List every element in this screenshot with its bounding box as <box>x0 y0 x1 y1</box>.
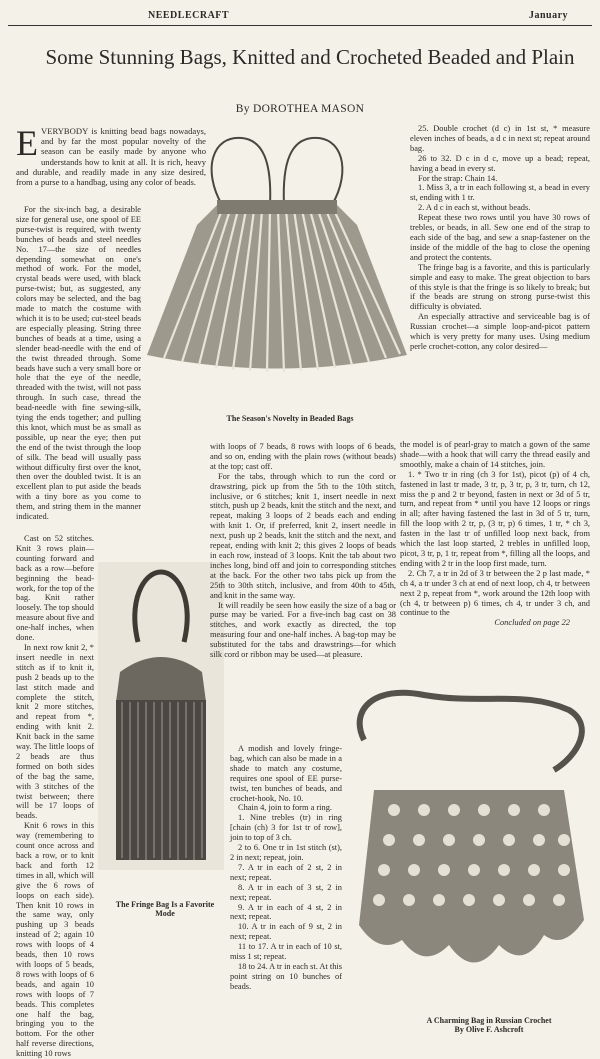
col1-paragraph-4: In next row knit 2, * insert needle in next stitch as if to knit it, push 2 beads up to the last stitch made and complete the stitch, knit 2 more stitches, and repeat from *, ending with knit 2. Knit back in the same way. The little loops of 2 beads are thus formed on both sides of the bag the same, with 3 stitches of the twist between; there will be 17 loops of beads. <box>16 642 94 821</box>
text-column-3 <box>400 440 590 628</box>
russian-crochet-bag-illustration <box>344 680 594 1010</box>
col2-paragraph-2: For the tabs, through which to run the cord or drawstring, pick up from the 5th to the 10th stitch, inclusive, or 6 stitches; knit 1, insert needle in next stitch, push up 2 beads, knit the stitch and the next, and repeat, making 3 loops of 2 beads each and ending with knit 1. Or, if preferred, knit 2, insert needle in next, push up 2 beads, knit the stitch and the next, and repeat, ending with knit 2; this gives 2 loops of beads in each row, instead of 3 loops. Knit the tab about two inches long, bind off and join to corresponding stitches at the back. For the other two tabs pick up from the 25th to 30th stitch, inclusive, and from 40th to 45th, and knit in the same way. <box>210 471 396 600</box>
col1-paragraph-3: Cast on 52 stitches. Knit 3 rows plain—counting forward and back as a row—before beginning the bead-work, for the top of the bag. Knit rather loosely. The top should measure about five and one-half inches, when done. <box>16 534 94 643</box>
caption-beaded-bag: The Season's Novelty in Beaded Bags <box>226 414 354 423</box>
col3-paragraph-7: The fringe bag is a favorite, and this is particularly simple and easy to make. The great objection to bars of this style is that the fringe is so likely to break; but if the beads are strung on strong purse-twist this difficulty is obviated. <box>410 262 590 312</box>
text-column-2 <box>210 442 396 660</box>
col3-paragraph-3: For the strap: Chain 14. <box>418 173 498 183</box>
col2-paragraph-3: It will readily be seen how easily the size of a bag or purse may be varied. For a five-inch bag cast on 38 stitches, and work exactly as directed, the top measuring four and one-half inches. A bag-top may be substituted for the tabs and drawstrings—for which silk cord or ribbon may be used—at pleasure. <box>210 600 396 660</box>
text-column-1 <box>16 123 206 188</box>
col1-paragraph-1: VERYBODY is knitting bead bags nowadays, and by far the most popular novelty of the season can be easily made by anyone who understands how to knit at all. It is rich, heavy and durable, and readily made in any size desired, from a purse to a handbag, using any color of beads. <box>16 126 206 188</box>
col2-paragraph-9: 8. A tr in each of 3 st, 2 in next; repeat. <box>230 882 342 902</box>
col2-paragraph-12: 11 to 17. A tr in each of 10 st, miss 1 st; repeat. <box>230 942 342 962</box>
col3-paragraph-1: 25. Double crochet (d c) in 1st st, * measure eleven inches of beads, a d c in next st; repeat around bag. <box>410 124 590 153</box>
col2-paragraph-1: with loops of 7 beads, 8 rows with loops of 6 beads, and so on, ending with the plain rows (without beads) at the top; cast off. <box>210 442 396 471</box>
text-column-1-continued <box>16 205 141 522</box>
caption-fringe-bag: The Fringe Bag Is a Favorite Mode <box>115 900 215 918</box>
drop-cap: E <box>16 123 38 163</box>
col2-paragraph-11: 10. A tr in each of 9 st, 2 in next; repeat. <box>230 922 342 942</box>
caption-russian-bag <box>394 1016 584 1034</box>
col2-paragraph-7: 2 to 6. One tr in 1st stitch (st), 2 in next; repeat, join. <box>230 843 342 862</box>
caption-russian-bag-author: By Olive F. Ashcroft <box>454 1025 524 1034</box>
article-title: Some Stunning Bags, Knitted and Crocheted Beaded and Plain <box>45 45 575 69</box>
text-column-3-top <box>410 124 590 352</box>
col3-paragraph-9: the model is of pearl-gray to match a gown of the same shade—with a hook that will carry the thread easily and smoothly, make a chain of 14 stitches, join. <box>400 440 590 469</box>
col3-paragraph-8: An especially attractive and serviceable bag is of Russian crochet—a simple loop-and-picot pattern which is very pretty for many uses. Using medium perle crochet-cotton, any color desired— <box>410 312 590 351</box>
col1-paragraph-5: Knit 6 rows in this way (remembering to count once across and back a row, or to knit back and forth 12 times in all, which will give the 6 rows of loops on each side). Then knit 10 rows in the same way, only pushing up 3 beads instead of 2; again 10 rows with loops of 4 beads, then 10 rows with loops of 5 beads, 8 rows with loops of 6 beads, and again 10 rows with loops of 7 beads. This completes one half the bag, bringing you to the bottom. For the other half reverse directions, knitting 10 rows <box>16 821 94 1059</box>
text-column-2-lower <box>230 744 342 992</box>
col3-paragraph-2: 26 to 32. D c in d c, move up a bead; repeat, having a bead in every st. <box>410 153 590 173</box>
byline: By DOROTHEA MASON <box>235 103 365 115</box>
concluded-note: Concluded on page 22 <box>494 618 570 628</box>
caption-russian-bag-title: A Charming Bag in Russian Crochet <box>426 1016 552 1025</box>
col3-paragraph-6: Repeat these two rows until you have 30 rows of trebles, or beads, in all. Sew one end of the strap to each side of the bag, and sew a snap-fastener on the inside of the middle of the bag to close the opening and protect the contents. <box>410 213 590 262</box>
col2-paragraph-6: 1. Nine trebles (tr) in ring [chain (ch) 3 for 1st tr of row], join to top of 3 ch. <box>230 813 342 843</box>
issue-month: January <box>529 10 569 21</box>
col2-paragraph-13: 18 to 24. A tr in each st. At this point string on 10 bunches of beads. <box>230 961 342 991</box>
col3-paragraph-5: 2. A d c in each st, without beads. <box>418 203 531 213</box>
col1-paragraph-2: For the six-inch bag, a desirable size for general use, one spool of EE purse-twist is required, with twenty bunches of beads and steel needles No. 17—the size of needles depending somewhat on one's method of work. For the model, crystal beads were used, with black purse-twist; but, as suggested, any colors may be selected, and the bag made to match the costume with which it is to be used; cut-steel beads are especially pleasing. String three bunches of beads at a time, using a slender bead-needle with the end of the twist threaded through. Some beads have such a very small bore or hole that the eye of the needle, threaded with the twist, will not pass through. In such case, thread the bead-needle with fine sewing-silk, tying the ends together; and pulling this knot, which must be as small as possible, up near the eye; then put the end of the twist through the loop of silk. The bead will usually pass without difficulty first over the knot, then over the doubled twist. It is an excellent plan to put aside the beads with a tiny bore as you come to them, and string them in the manner indicated. <box>16 205 141 522</box>
col3-paragraph-10: 1. * Two tr in ring (ch 3 for 1st), picot (p) of 4 ch, fastened in last tr made, 3 tr, p, 3 tr, p, 3 tr, turn, ch 12, miss the p and 2 tr beyond, fasten in next or 3d of 5 tr, turn, and repeat from * until you have 12 loops or rings in all; after having fastened the last in 3d of 5 tr, turn, fill the loop with 2 tr, p, (3 tr, p) 6 times, 1 tr, * ch 3, fasten in the last tr of unfilled loop next back, from which the last loop started, 2 trebles in unfilled loop, picot, 3 tr, p, 1 tr, repeat from *, filling all the loops, and ending with 2 tr in the loop first made, turn. <box>400 469 590 568</box>
col2-paragraph-8: 7. A tr in each of 2 st, 2 in next; repeat. <box>230 862 342 882</box>
fringe-bag-illustration <box>98 562 224 870</box>
col2-paragraph-5: Chain 4, join to form a ring. <box>238 803 332 813</box>
col3-paragraph-11: 2. Ch 7, a tr in 2d of 3 tr between the 2 p last made, * ch 4, a tr under 3 ch at end of next loop, ch 4, tr between next 2 p, repeat from *, work around the 12th loop with (ch 4, tr between p) 6 times, ch 4, tr under 3 ch, and continue to the <box>400 568 590 618</box>
col2-paragraph-4: A modish and lovely fringe-bag, which can also be made in a shade to match any costume, requires one spool of EE purse-twist, ten bunches of beads, and crochet-hook, No. 10. <box>230 744 342 803</box>
col3-paragraph-4: 1. Miss 3, a tr in each following st, a bead in every st, ending with 1 tr. <box>410 183 590 203</box>
header-rule <box>8 25 592 26</box>
col2-paragraph-10: 9. A tr in each of 4 st, 2 in next; repeat. <box>230 902 342 922</box>
text-column-1-lower <box>16 534 94 1059</box>
magazine-name: NEEDLECRAFT <box>148 10 230 21</box>
